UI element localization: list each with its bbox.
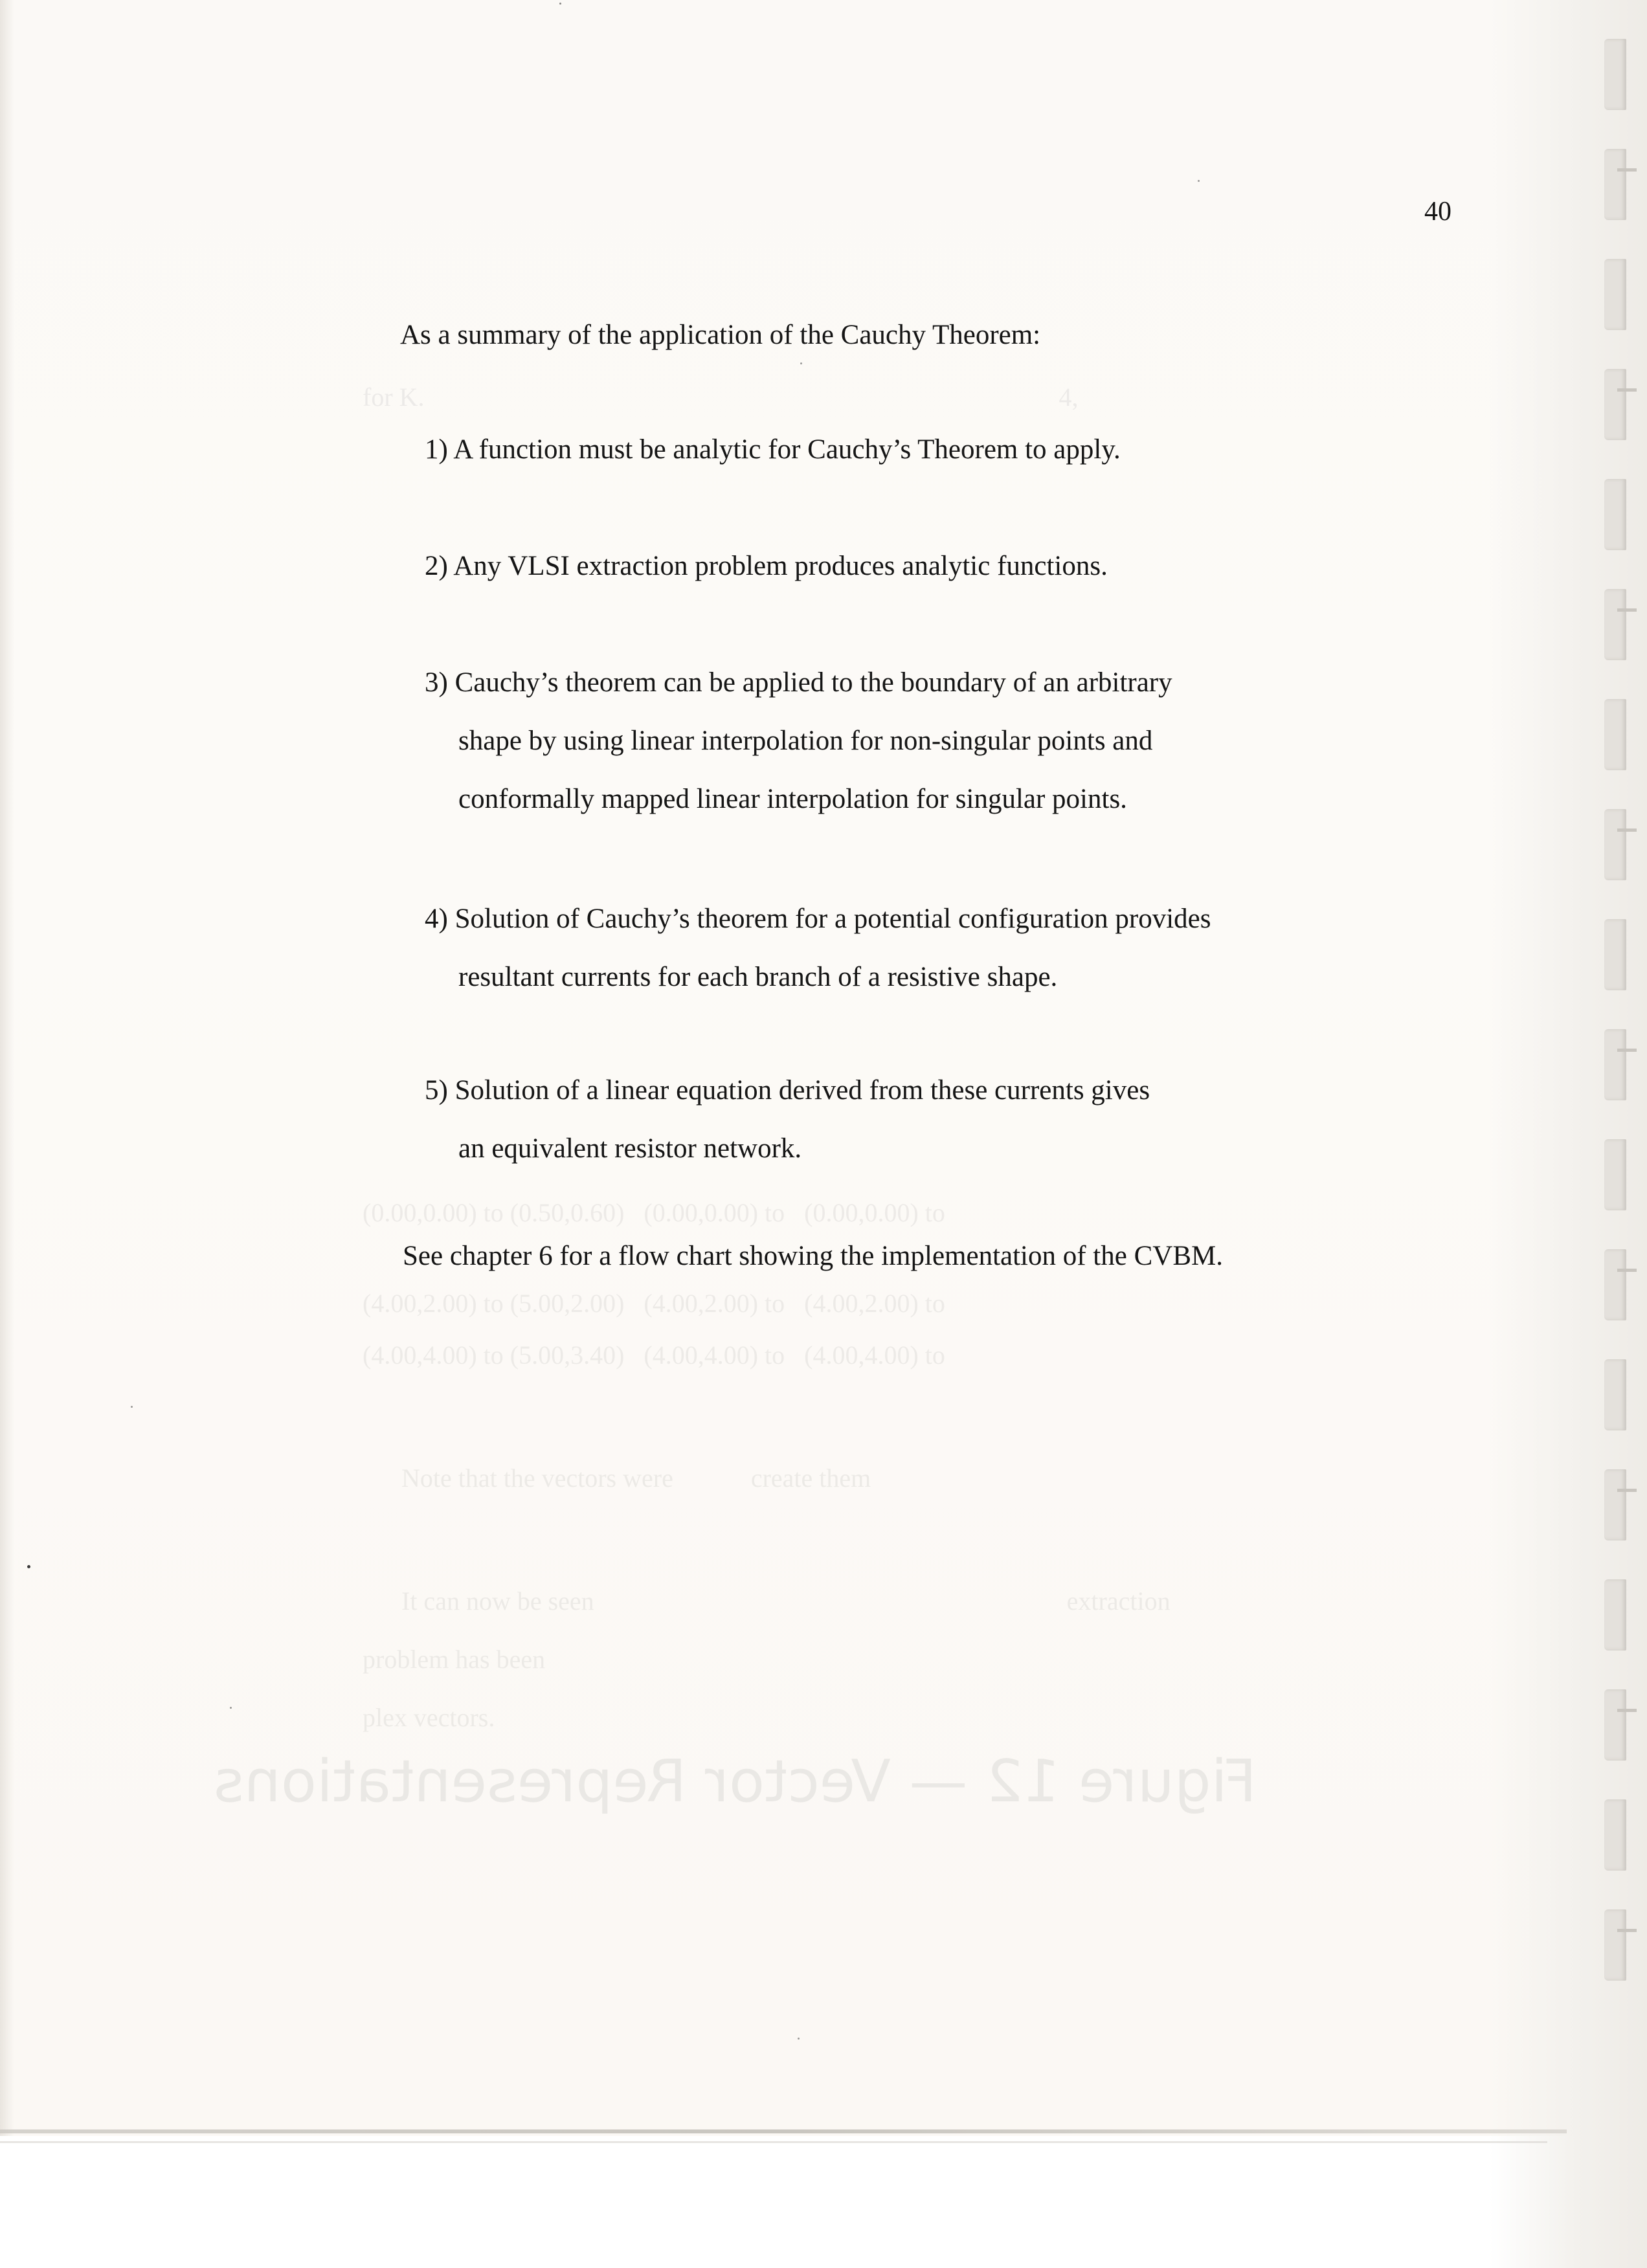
list-item-line (425, 654, 1409, 712)
binding-tab (1604, 1799, 1626, 1871)
binding-tick (1617, 608, 1637, 612)
list-item-line (425, 421, 1409, 479)
list-item-text: Cauchy’s theorem can be applied to the boundary of an arbitrary (454, 667, 1172, 698)
list-item-marker: 5) (425, 1075, 448, 1106)
binding-tab (1604, 1469, 1626, 1540)
binding-tick (1617, 1269, 1637, 1272)
closing-note: See chapter 6 for a flow chart showing the implementation of the CVBM. (403, 1241, 1223, 1271)
page-bottom-edge (0, 2129, 1567, 2133)
binding-tab (1604, 809, 1626, 880)
list-item (425, 890, 1409, 1006)
list-item-text: Solution of Cauchy’s theorem for a potential configuration provides (454, 904, 1211, 934)
list-item (425, 654, 1409, 828)
list-item-line: conformally mapped linear interpolation for singular points. (458, 784, 1127, 814)
list-item (425, 1062, 1409, 1178)
binding-tick (1617, 388, 1637, 392)
dust-speck (131, 1406, 133, 1408)
binding-tab (1604, 919, 1626, 990)
binding-tab (1604, 1689, 1626, 1761)
binding-tick (1617, 1709, 1637, 1712)
binding-tick (1617, 1049, 1637, 1052)
binding-tab (1604, 1579, 1626, 1651)
binding-tab (1604, 589, 1626, 660)
page-left-shadow (0, 0, 14, 2136)
list-item-line: resultant currents for each branch of a resistive shape. (458, 962, 1058, 992)
binding-tab (1604, 1029, 1626, 1100)
page-number: 40 (1424, 197, 1451, 227)
binding-tick (1617, 828, 1637, 832)
binding-tab (1604, 259, 1626, 330)
list-item-line (425, 537, 1409, 595)
page-bottom-edge (0, 2141, 1547, 2143)
dust-speck (1198, 180, 1200, 182)
dust-speck (798, 2038, 800, 2040)
list-item-line: shape by using linear interpolation for non-singular points and (458, 726, 1153, 756)
list-item-line (425, 1062, 1409, 1120)
binding-tab (1604, 479, 1626, 550)
binding-tab (1604, 149, 1626, 220)
binding-tab (1604, 1249, 1626, 1320)
list-item-line (425, 890, 1409, 948)
binding-tick (1617, 1929, 1637, 1932)
dust-speck (27, 1565, 30, 1568)
list-item-text: A function must be analytic for Cauchy’s Theorem to apply. (453, 434, 1121, 465)
comb-binding (1604, 26, 1643, 2084)
list-item-marker: 1) (425, 434, 448, 465)
dust-speck (559, 3, 561, 5)
dust-speck (800, 362, 802, 364)
dust-speck (230, 1707, 232, 1709)
binding-tab (1604, 39, 1626, 110)
binding-tab (1604, 1909, 1626, 1981)
list-item-marker: 3) (425, 667, 448, 698)
list-item-line: an equivalent resistor network. (458, 1133, 802, 1164)
list-item-text: Solution of a linear equation derived from these currents gives (454, 1075, 1150, 1106)
list-item-text: Any VLSI extraction problem produces analytic functions. (453, 551, 1108, 581)
binding-tab (1604, 699, 1626, 770)
binding-tab (1604, 1359, 1626, 1430)
binding-tab (1604, 369, 1626, 440)
binding-tick (1617, 1489, 1637, 1492)
list-item (425, 421, 1409, 479)
list-item (425, 537, 1409, 595)
list-item-marker: 2) (425, 551, 448, 581)
binding-tab (1604, 1139, 1626, 1210)
binding-tick (1617, 168, 1637, 172)
list-item-marker: 4) (425, 904, 448, 934)
summary-intro: As a summary of the application of the Cauchy Theorem: (400, 320, 1041, 350)
